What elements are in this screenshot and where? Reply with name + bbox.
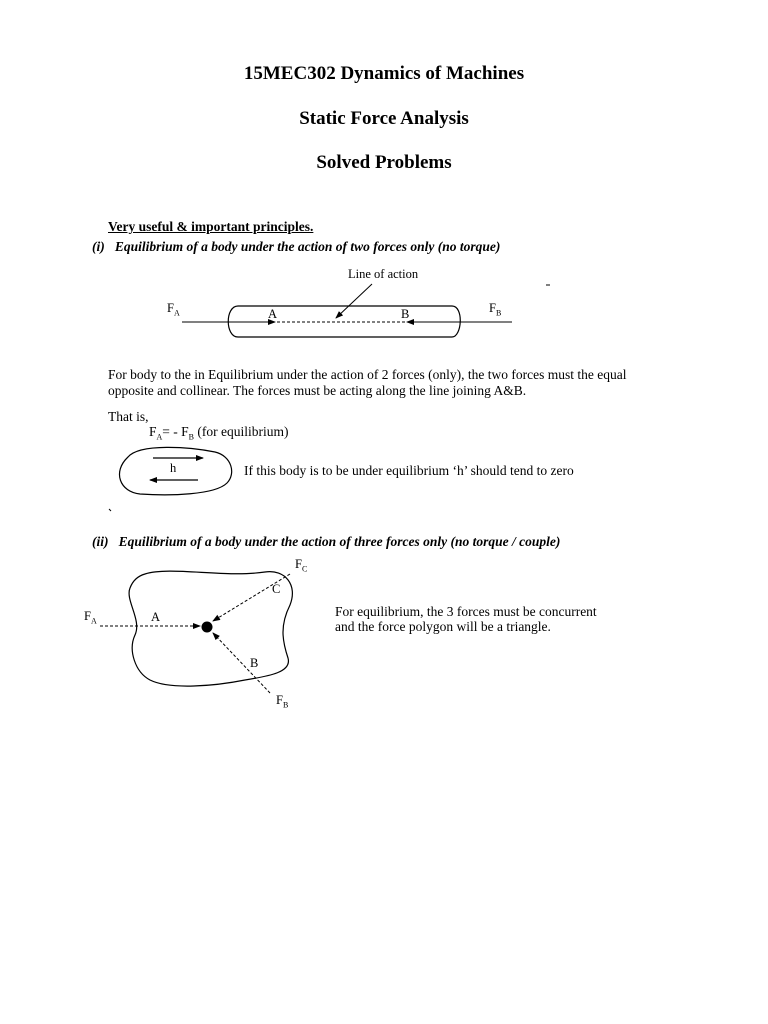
force-fc-label: $F_C$ — [295, 557, 308, 574]
that-is-text: That is, — [108, 409, 149, 424]
principles-heading: Very useful & important principles. — [108, 219, 314, 234]
stray-tick — [109, 509, 111, 511]
force-fb-label-2: $F_B$ — [276, 693, 289, 710]
force-fa-label-2: $F_A$ — [84, 609, 97, 626]
two-force-para-line1: For body to the in Equilibrium under the action of 2 forces (only), the two forces must the equal — [108, 367, 627, 382]
document-subtitle-2: Solved Problems — [316, 152, 452, 173]
concurrency-note-line2: and the force polygon will be a triangle. — [335, 619, 551, 634]
point-b-label-2: B — [250, 656, 259, 670]
section-2-title: Equilibrium of a body under the action of three forces only (no torque / couple) — [118, 534, 561, 549]
document-subtitle: Static Force Analysis — [299, 108, 469, 129]
concurrency-note-line1: For equilibrium, the 3 forces must be concurrent — [335, 604, 597, 619]
force-fb-label: $F_B$ — [489, 301, 502, 318]
point-a-label-2: A — [151, 610, 161, 624]
document-title: 15MEC302 Dynamics of Machines — [243, 63, 525, 84]
two-force-para-line2: opposite and collinear. The forces must be acting along the line joining A&B. — [108, 383, 527, 398]
point-c-label: C — [272, 582, 281, 596]
section-2-number: (ii) — [92, 534, 109, 549]
concurrency-point — [202, 622, 213, 633]
equilibrium-equation: $F_A= - F_B$ (for equilibrium) — [149, 424, 289, 442]
h-note: If this body is to be under equilibrium ‘h’ should tend to zero — [244, 463, 574, 478]
point-b-label: B — [401, 307, 410, 321]
section-1-title: Equilibrium of a body under the action of two forces only (no torque) — [114, 239, 501, 254]
section-1-number: (i) — [92, 239, 105, 254]
line-of-action-label: Line of action — [348, 267, 419, 281]
section-2-heading — [92, 534, 560, 550]
h-label: h — [170, 461, 177, 475]
point-a-label: A — [268, 307, 278, 321]
line-of-action-pointer — [336, 284, 372, 318]
force-fa-label: $F_A$ — [167, 301, 180, 318]
